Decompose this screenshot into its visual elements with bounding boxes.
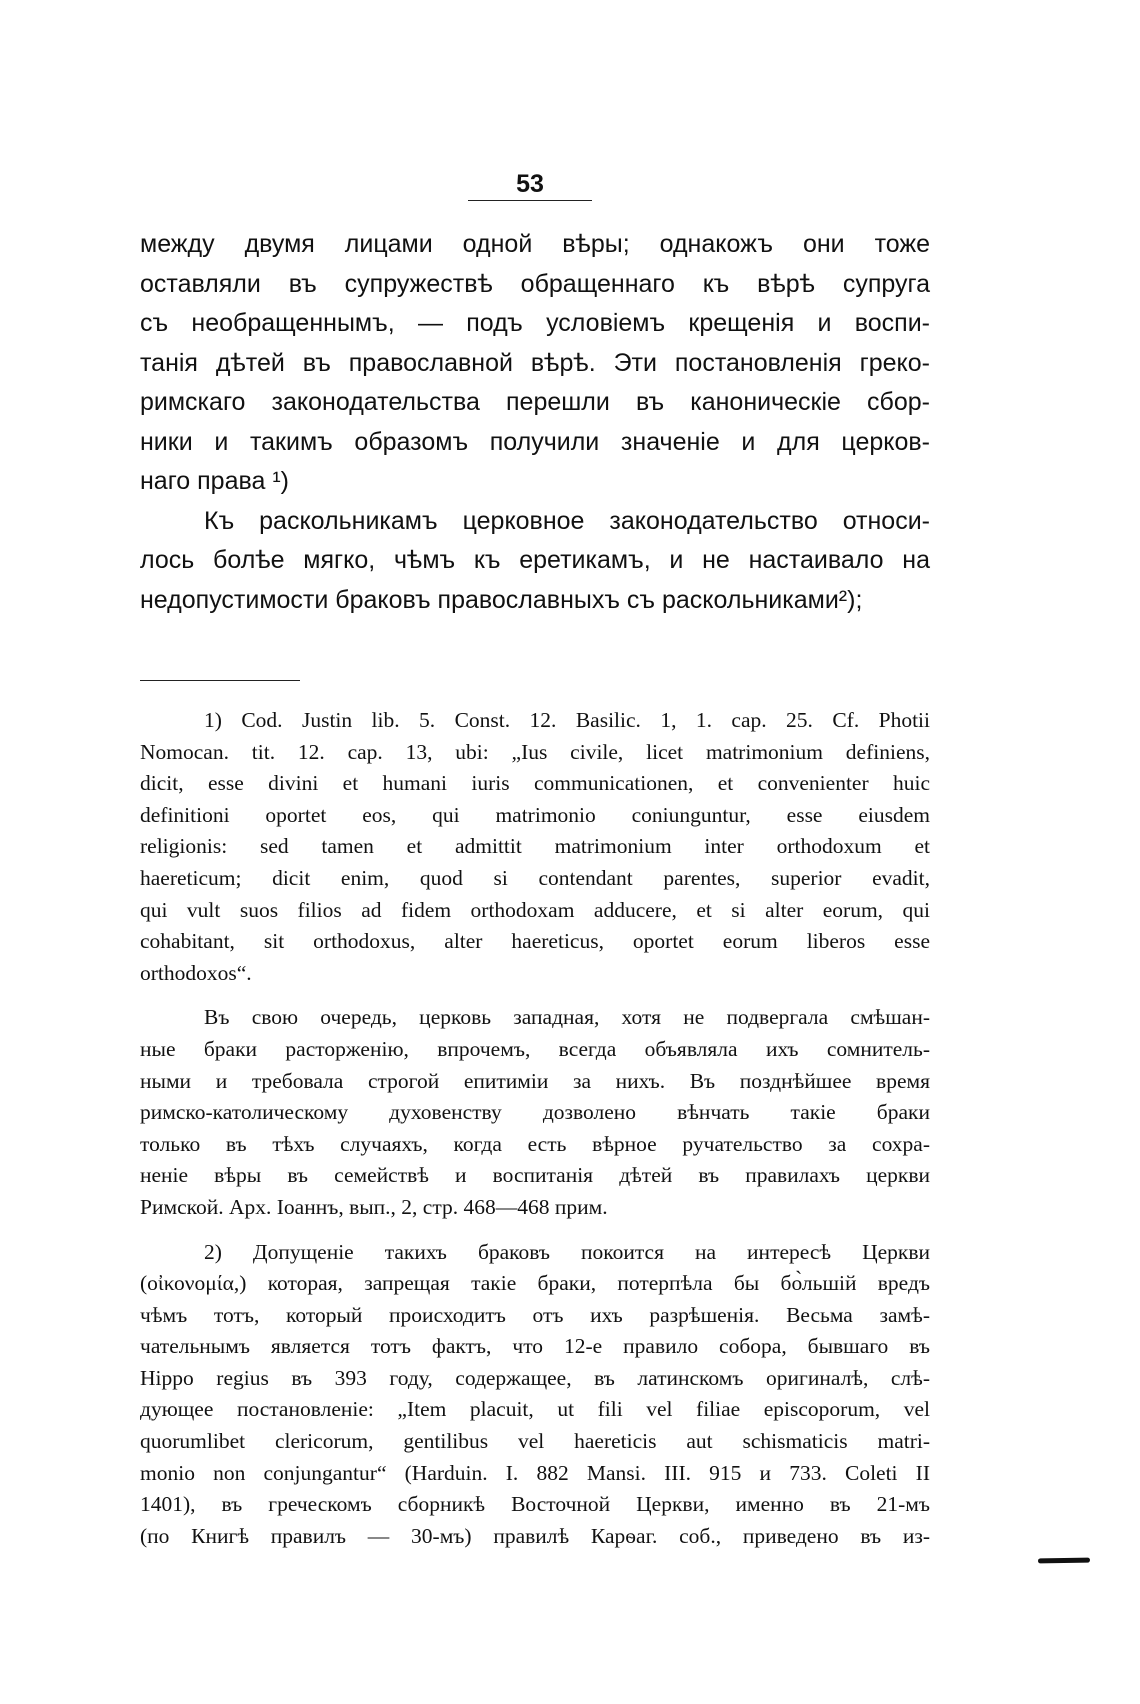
footnote-line: неніе вѣры въ семействѣ и воспитанія дѣтей въ правилахъ церкви: [140, 1163, 930, 1188]
footnote-line: haereticum; dicit enim, quod si contendant parentes, superior evadit,: [140, 865, 930, 890]
main-text-line: недопустимости браковъ православныхъ съ раскольниками²);: [140, 585, 863, 614]
main-text-line: оставляли въ супружествѣ обращеннаго къ вѣрѣ супруга: [140, 269, 930, 298]
main-text-line: наго права ¹): [140, 467, 289, 495]
footnote-line: orthodoxos“.: [140, 960, 252, 985]
footnote-line: cohabitant, sit orthodoxus, alter haereticus, oportet eorum liberos esse: [140, 929, 930, 954]
main-text-line: римскаго законодательства перешли въ каноническіе сбор-: [140, 388, 930, 416]
scan-ink-mark: [1038, 1558, 1090, 1564]
footnote-1: [140, 705, 930, 989]
footnote-line: Nomocan. tit. 12. cap. 13, ubi: „Ius civile, licet matrimonium definiens,: [140, 739, 930, 764]
footnotes: [140, 705, 930, 1552]
main-text-line: между двумя лицами одной вѣры; однакожъ они тоже: [140, 230, 930, 258]
footnote-line: дующее постановленіе: „Item placuit, ut fili vel filiae episcoporum, vel: [140, 1397, 930, 1422]
footnote-line: чательнымъ является тотъ фактъ, что 12-е правило собора, бывшаго въ: [140, 1334, 930, 1359]
main-text-line: танія дѣтей въ православной вѣрѣ. Эти постановленія греко-: [140, 348, 930, 377]
footnote-line: dicit, esse divini et humani iuris communicationen, et convenienter huic: [140, 771, 930, 796]
main-text-line: Къ раскольникамъ церковное законодательство относи-: [204, 506, 930, 535]
footnote-line: definitioni oportet eos, qui matrimonio coniunguntur, esse eiusdem: [140, 802, 930, 827]
footnote-line: Hippo regius въ 393 году, содержащее, въ латинскомъ оригиналѣ, слѣ-: [140, 1365, 930, 1390]
main-text: [140, 225, 930, 620]
main-text-line: лось болѣе мягко, чѣмъ къ еретикамъ, и не настаивало на: [140, 546, 930, 574]
footnote-line: 1) Cod. Justin lib. 5. Const. 12. Basilic. 1, 1. cap. 25. Cf. Photii: [204, 708, 930, 732]
footnote-line: religionis: sed tamen et admittit matrimonium inter orthodoxum et: [140, 834, 930, 859]
footnote-line: чѣмъ тотъ, который происходитъ отъ ихъ разрѣшенія. Весьма замѣ-: [140, 1302, 930, 1327]
paragraph-gap: [140, 1224, 930, 1237]
footnote-line: ные браки расторженію, впрочемъ, всегда объявляла ихъ сомнитель-: [140, 1036, 930, 1061]
main-text-line: съ необращеннымъ, — подъ условіемъ крещенія и воспи-: [140, 309, 930, 337]
footnote-line: monio non conjungantur“ (Harduin. I. 882 Mansi. III. 915 и 733. Coleti II: [140, 1460, 930, 1485]
page-number-underline: [468, 200, 592, 201]
footnote-separator: [140, 680, 300, 681]
footnote-line: 2) Допущеніе такихъ браковъ покоится на интересѣ Церкви: [204, 1239, 930, 1264]
footnote-line: только въ тѣхъ случаяхъ, когда есть вѣрное ручательство за сохра-: [140, 1131, 930, 1156]
paragraph-gap: [140, 989, 930, 1002]
main-text-line: ники и такимъ образомъ получили значеніе и для церков-: [140, 427, 930, 456]
page-number: 53: [516, 170, 544, 198]
footnote-line: (по Книгѣ правилъ — 30-мъ) правилѣ Карѳаг. соб., приведено въ из-: [140, 1523, 930, 1548]
footnote-line: Въ свою очередь, церковь западная, хотя не подвергала смѣшан-: [204, 1005, 930, 1030]
footnote-line: qui vult suos filios ad fidem orthodoxam adducere, et si alter eorum, qui: [140, 897, 930, 922]
footnote-line: 1401), въ греческомъ сборникѣ Восточной Церкви, именно въ 21-мъ: [140, 1492, 930, 1517]
footnote-line: (οἰκονομία,) которая, запрещая такіе браки, потерпѣла бы бо̀льшій вредъ: [140, 1271, 930, 1296]
footnote-line: ными и требовала строгой епитиміи за нихъ. Въ позднѣйшее время: [140, 1068, 930, 1093]
footnote-line: quorumlibet clericorum, gentilibus vel haereticis aut schismaticis matri-: [140, 1429, 930, 1454]
footnote-line: римско-католическому духовенству дозволено вѣнчать такіе браки: [140, 1100, 930, 1125]
footnote-line: Римской. Арх. Іоаннъ, вып., 2, стр. 468—468 прим.: [140, 1194, 608, 1219]
footnote-2: [140, 1237, 930, 1553]
footnote-1-continued: [140, 1002, 930, 1223]
